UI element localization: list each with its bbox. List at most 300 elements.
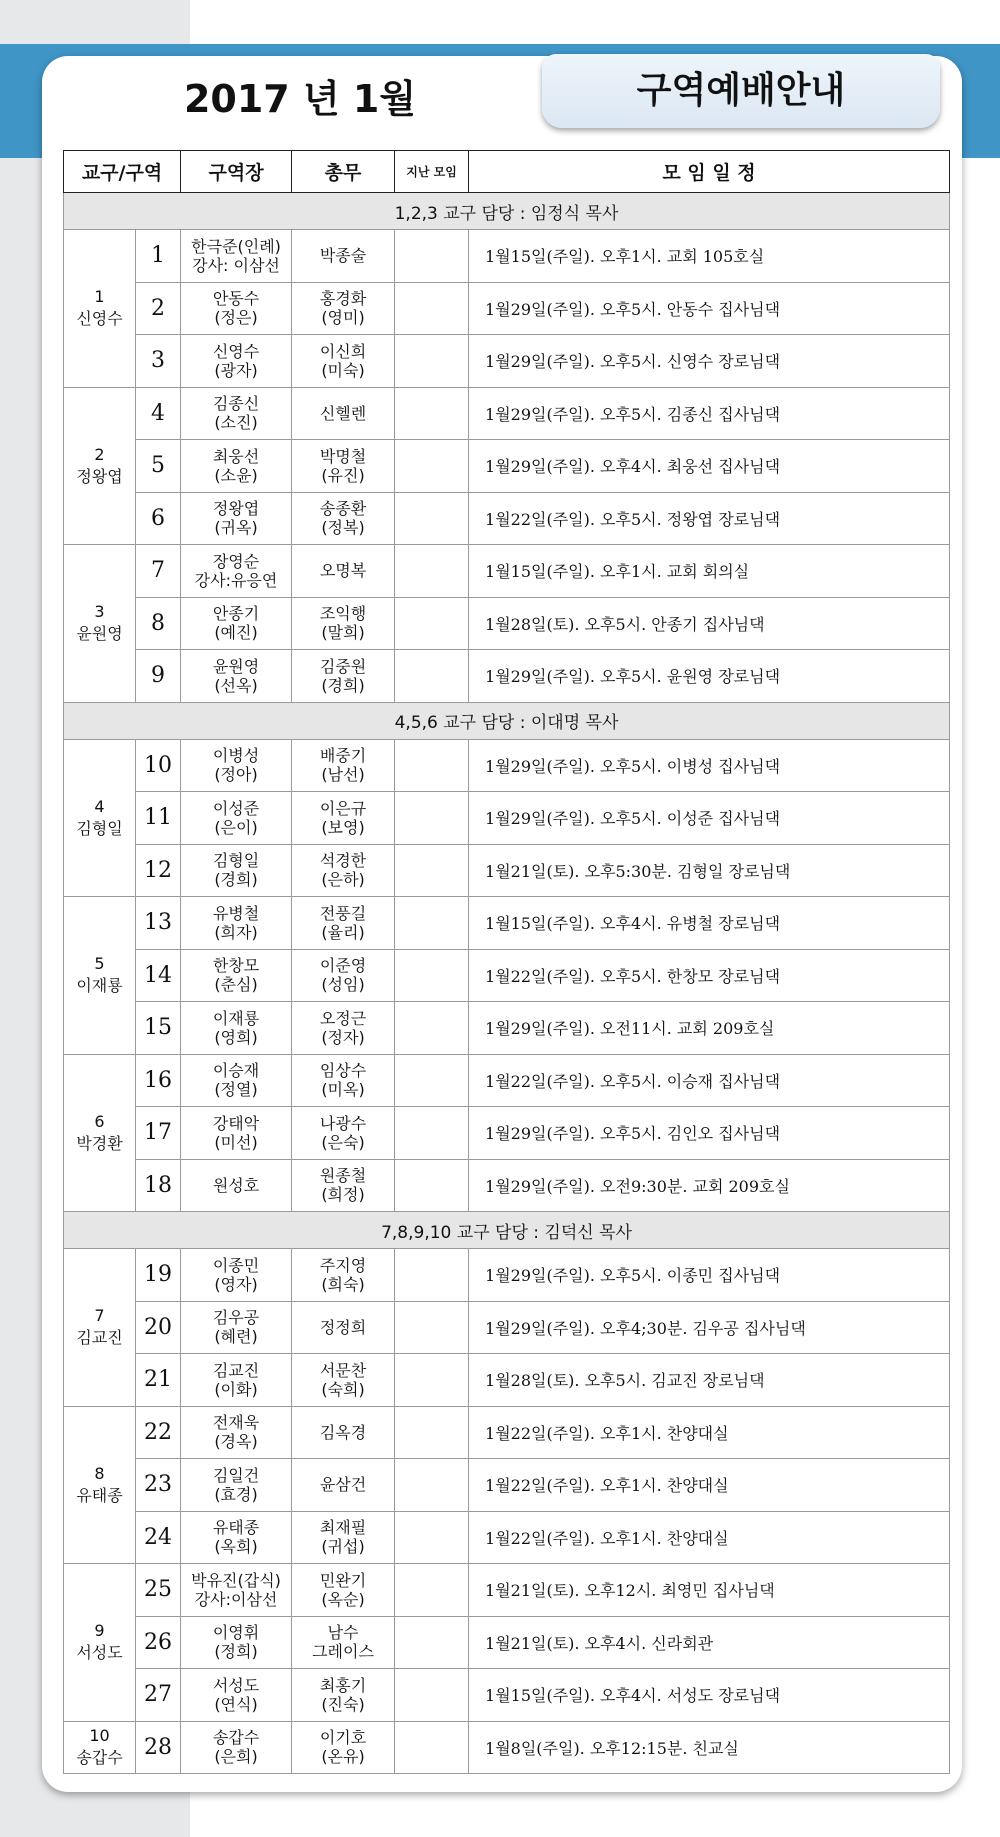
- leader-line: 한극준(인례): [191, 236, 281, 256]
- schedule-cell: 1월22일(주일). 오후1시. 찬양대실: [469, 1511, 950, 1564]
- leader-line: 안동수: [212, 289, 260, 309]
- secretary-line: (유진): [321, 465, 365, 485]
- secretary-cell: [292, 1054, 395, 1107]
- schedule-cell: 1월29일(주일). 오후4;30분. 김우공 집사님댁: [469, 1301, 950, 1354]
- section-row: [64, 702, 950, 739]
- last-meeting-cell: [395, 1406, 469, 1459]
- secretary-line: 김옥경: [319, 1422, 367, 1442]
- secretary-line: 이신희: [319, 341, 367, 361]
- leader-line: 이성준: [212, 798, 260, 818]
- secretary-line: (옥순): [321, 1589, 365, 1609]
- page-title: 2017 년 1월: [183, 77, 417, 121]
- last-meeting-cell: [395, 1054, 469, 1107]
- group-cell: [64, 1406, 136, 1564]
- leader-cell: [181, 335, 292, 388]
- table-row: [64, 440, 950, 493]
- secretary-cell: [292, 1511, 395, 1564]
- col-header-leader: 구역장: [181, 151, 292, 193]
- leader-line: 장영순: [212, 551, 260, 571]
- group-number: 8: [94, 1463, 105, 1483]
- table-row: [64, 597, 950, 650]
- leader-line: 한창모: [212, 956, 260, 976]
- leader-line: (은이): [214, 817, 258, 837]
- leader-line: 김교진: [212, 1360, 260, 1380]
- secretary-cell: [292, 1721, 395, 1774]
- section-label: 1,2,3 교구 담당 : 임정식 목사: [64, 193, 950, 230]
- secretary-line: (말희): [321, 623, 365, 643]
- leader-cell: [181, 1159, 292, 1212]
- table-row: [64, 1669, 950, 1722]
- group-number: 3: [94, 602, 105, 622]
- secretary-line: (은숙): [321, 1132, 365, 1152]
- leader-line: 유태종: [212, 1518, 260, 1538]
- schedule-cell: 1월29일(주일). 오후5시. 이병성 집사님댁: [469, 739, 950, 792]
- last-meeting-cell: [395, 1002, 469, 1055]
- secretary-cell: [292, 1159, 395, 1212]
- group-cell: [64, 230, 136, 388]
- group-cell: [64, 1054, 136, 1212]
- leader-line: 최웅선: [212, 446, 260, 466]
- col-header-last-meeting: 지난 모임: [395, 151, 469, 193]
- district-number: 20: [136, 1301, 181, 1354]
- secretary-line: (남선): [321, 765, 365, 785]
- last-meeting-cell: [395, 282, 469, 335]
- secretary-line: 그레이스: [312, 1642, 374, 1662]
- last-meeting-cell: [395, 1511, 469, 1564]
- last-meeting-cell: [395, 1107, 469, 1160]
- leader-line: (정희): [214, 1642, 258, 1662]
- secretary-line: (경희): [321, 675, 365, 695]
- col-header-schedule: 모 임 일 정: [469, 151, 950, 193]
- table-row: [64, 230, 950, 283]
- group-number: 9: [94, 1621, 105, 1641]
- district-number: 1: [136, 230, 181, 283]
- secretary-line: 박명철: [319, 446, 367, 466]
- group-number: 2: [94, 444, 105, 464]
- leader-line: 김일건: [212, 1465, 260, 1485]
- leader-cell: [181, 1459, 292, 1512]
- last-meeting-cell: [395, 440, 469, 493]
- leader-cell: [181, 949, 292, 1002]
- secretary-line: (귀섭): [321, 1537, 365, 1557]
- leader-line: (예진): [214, 623, 258, 643]
- leader-cell: [181, 1054, 292, 1107]
- table-row: [64, 897, 950, 950]
- leader-line: 김우공: [212, 1308, 260, 1328]
- secretary-cell: [292, 1249, 395, 1302]
- secretary-line: 나광수: [319, 1113, 367, 1133]
- last-meeting-cell: [395, 949, 469, 1002]
- table-row: [64, 949, 950, 1002]
- group-name: 정왕엽: [76, 466, 123, 486]
- district-number: 3: [136, 335, 181, 388]
- secretary-line: (온유): [321, 1747, 365, 1767]
- leader-line: 전재욱: [212, 1413, 260, 1433]
- leader-cell: [181, 1107, 292, 1160]
- table-row: [64, 1002, 950, 1055]
- group-name: 박경환: [76, 1133, 123, 1153]
- secretary-line: 배중기: [319, 746, 367, 766]
- leader-cell: [181, 844, 292, 897]
- col-header-secretary: 총무: [292, 151, 395, 193]
- group-name: 김교진: [76, 1328, 123, 1348]
- table-row: [64, 1511, 950, 1564]
- table-row: [64, 792, 950, 845]
- secretary-cell: [292, 1107, 395, 1160]
- schedule-table: [63, 150, 950, 1774]
- secretary-line: 윤삼건: [319, 1475, 367, 1495]
- leader-line: (경희): [214, 870, 258, 890]
- leader-line: 이종민: [212, 1255, 260, 1275]
- last-meeting-cell: [395, 597, 469, 650]
- last-meeting-cell: [395, 230, 469, 283]
- secretary-line: 이은규: [319, 798, 367, 818]
- table-row: [64, 1564, 950, 1617]
- district-number: 26: [136, 1616, 181, 1669]
- leader-line: (미선): [214, 1132, 258, 1152]
- schedule-cell: 1월29일(주일). 오후5시. 이성준 집사님댁: [469, 792, 950, 845]
- secretary-cell: [292, 230, 395, 283]
- last-meeting-cell: [395, 844, 469, 897]
- table-row: [64, 844, 950, 897]
- secretary-line: (성임): [321, 975, 365, 995]
- secretary-line: 이준영: [319, 956, 367, 976]
- table-row: [64, 1159, 950, 1212]
- group-cell: [64, 1721, 136, 1774]
- secretary-line: 조익행: [319, 604, 367, 624]
- secretary-cell: [292, 1002, 395, 1055]
- secretary-line: 주지영: [319, 1255, 367, 1275]
- schedule-cell: 1월15일(주일). 오후4시. 서성도 장로님댁: [469, 1669, 950, 1722]
- schedule-cell: 1월8일(주일). 오후12:15분. 친교실: [469, 1721, 950, 1774]
- leader-line: (소윤): [214, 465, 258, 485]
- group-name: 송갑수: [76, 1748, 123, 1768]
- schedule-cell: 1월22일(주일). 오후5시. 한창모 장로님댁: [469, 949, 950, 1002]
- district-number: 23: [136, 1459, 181, 1512]
- leader-cell: [181, 1564, 292, 1617]
- leader-cell: [181, 1669, 292, 1722]
- schedule-cell: 1월22일(주일). 오후5시. 정왕엽 장로님댁: [469, 492, 950, 545]
- leader-cell: [181, 897, 292, 950]
- table-header-row: [64, 151, 950, 193]
- last-meeting-cell: [395, 335, 469, 388]
- leader-cell: [181, 387, 292, 440]
- district-number: 15: [136, 1002, 181, 1055]
- table-row: [64, 1406, 950, 1459]
- secretary-cell: [292, 282, 395, 335]
- district-number: 9: [136, 650, 181, 703]
- leader-line: 이병성: [212, 746, 260, 766]
- secretary-line: (정자): [321, 1027, 365, 1047]
- secretary-cell: [292, 387, 395, 440]
- secretary-line: 박종술: [319, 246, 367, 266]
- table-row: [64, 387, 950, 440]
- leader-cell: [181, 1406, 292, 1459]
- district-number: 16: [136, 1054, 181, 1107]
- table-row: [64, 1721, 950, 1774]
- leader-line: 강사: 이삼선: [192, 255, 280, 275]
- group-name: 이재룡: [76, 976, 123, 996]
- district-number: 10: [136, 739, 181, 792]
- district-number: 6: [136, 492, 181, 545]
- leader-cell: [181, 1002, 292, 1055]
- secretary-line: 김중원: [319, 656, 367, 676]
- secretary-line: 오정근: [319, 1008, 367, 1028]
- last-meeting-cell: [395, 1616, 469, 1669]
- secretary-line: (숙희): [321, 1379, 365, 1399]
- last-meeting-cell: [395, 1669, 469, 1722]
- group-number: 1: [94, 287, 105, 307]
- table-row: [64, 545, 950, 598]
- leader-line: 유병철: [212, 903, 260, 923]
- leader-line: (정은): [214, 308, 258, 328]
- leader-cell: [181, 597, 292, 650]
- schedule-cell: 1월29일(주일). 오후4시. 최웅선 집사님댁: [469, 440, 950, 493]
- group-number: 6: [94, 1111, 105, 1131]
- leader-line: (귀옥): [214, 518, 258, 538]
- secretary-cell: [292, 650, 395, 703]
- leader-cell: [181, 1511, 292, 1564]
- leader-line: 강사:유응연: [194, 570, 278, 590]
- secretary-cell: [292, 1616, 395, 1669]
- title-tab: 구역예배안내: [542, 54, 940, 128]
- group-name: 신영수: [76, 309, 123, 329]
- secretary-line: 남수: [327, 1623, 359, 1643]
- group-name: 유태종: [76, 1485, 123, 1505]
- secretary-line: 전풍길: [319, 903, 367, 923]
- leader-line: (선옥): [214, 675, 258, 695]
- secretary-line: (정복): [321, 518, 365, 538]
- section-label: 4,5,6 교구 담당 : 이대명 목사: [64, 702, 950, 739]
- secretary-line: 홍경화: [319, 289, 367, 309]
- district-number: 2: [136, 282, 181, 335]
- schedule-cell: 1월21일(토). 오후12시. 최영민 집사님댁: [469, 1564, 950, 1617]
- group-number: 4: [94, 796, 105, 816]
- leader-line: 신영수: [212, 341, 260, 361]
- secretary-line: 최홍기: [319, 1675, 367, 1695]
- leader-cell: [181, 282, 292, 335]
- last-meeting-cell: [395, 650, 469, 703]
- leader-line: 김형일: [212, 851, 260, 871]
- table-row: [64, 335, 950, 388]
- schedule-cell: 1월29일(주일). 오후5시. 안동수 집사님댁: [469, 282, 950, 335]
- district-number: 13: [136, 897, 181, 950]
- leader-line: (영자): [214, 1274, 258, 1294]
- secretary-line: 신헬렌: [319, 403, 367, 423]
- leader-cell: [181, 1249, 292, 1302]
- district-number: 7: [136, 545, 181, 598]
- secretary-line: 석경한: [319, 851, 367, 871]
- leader-cell: [181, 792, 292, 845]
- secretary-cell: [292, 1301, 395, 1354]
- secretary-cell: [292, 335, 395, 388]
- schedule-cell: 1월29일(주일). 오후5시. 이종민 집사님댁: [469, 1249, 950, 1302]
- leader-line: 이영휘: [212, 1623, 260, 1643]
- secretary-cell: [292, 897, 395, 950]
- secretary-line: (희숙): [321, 1274, 365, 1294]
- section-label: 7,8,9,10 교구 담당 : 김덕신 목사: [64, 1212, 950, 1249]
- table-row: [64, 1249, 950, 1302]
- group-cell: [64, 739, 136, 897]
- secretary-cell: [292, 1459, 395, 1512]
- group-cell: [64, 387, 136, 545]
- schedule-cell: 1월28일(토). 오후5시. 김교진 장로님댁: [469, 1354, 950, 1407]
- secretary-line: (보영): [321, 817, 365, 837]
- leader-line: (광자): [214, 360, 258, 380]
- leader-line: 강사:이삼선: [194, 1589, 278, 1609]
- leader-line: 안종기: [212, 604, 260, 624]
- last-meeting-cell: [395, 897, 469, 950]
- district-number: 12: [136, 844, 181, 897]
- secretary-line: 정정희: [319, 1317, 367, 1337]
- secretary-cell: [292, 492, 395, 545]
- leader-line: (이화): [214, 1379, 258, 1399]
- leader-line: 김종신: [212, 394, 260, 414]
- leader-line: (혜련): [214, 1327, 258, 1347]
- group-name: 김형일: [76, 818, 123, 838]
- schedule-cell: 1월22일(주일). 오후1시. 찬양대실: [469, 1406, 950, 1459]
- district-number: 19: [136, 1249, 181, 1302]
- secretary-line: (영미): [321, 308, 365, 328]
- schedule-cell: 1월28일(토). 오후5시. 안종기 집사님댁: [469, 597, 950, 650]
- schedule-cell: 1월29일(주일). 오후5시. 김인오 집사님댁: [469, 1107, 950, 1160]
- schedule-cell: 1월15일(주일). 오후1시. 교회 회의실: [469, 545, 950, 598]
- leader-line: 송갑수: [212, 1728, 260, 1748]
- secretary-line: 최재필: [319, 1518, 367, 1538]
- leader-line: 이승재: [212, 1061, 260, 1081]
- last-meeting-cell: [395, 545, 469, 598]
- secretary-cell: [292, 739, 395, 792]
- schedule-cell: 1월22일(주일). 오후1시. 찬양대실: [469, 1459, 950, 1512]
- table-row: [64, 1354, 950, 1407]
- group-cell: [64, 1249, 136, 1407]
- table-row: [64, 282, 950, 335]
- secretary-cell: [292, 1406, 395, 1459]
- leader-line: (춘심): [214, 975, 258, 995]
- table-row: [64, 1054, 950, 1107]
- schedule-cell: 1월29일(주일). 오전9:30분. 교회 209호실: [469, 1159, 950, 1212]
- secretary-line: 서문찬: [319, 1360, 367, 1380]
- secretary-line: 임상수: [319, 1061, 367, 1081]
- secretary-line: 민완기: [319, 1570, 367, 1590]
- last-meeting-cell: [395, 1564, 469, 1617]
- leader-cell: [181, 1721, 292, 1774]
- table-row: [64, 1301, 950, 1354]
- leader-cell: [181, 1616, 292, 1669]
- secretary-line: 오명복: [319, 561, 367, 581]
- district-number: 4: [136, 387, 181, 440]
- secretary-cell: [292, 949, 395, 1002]
- district-number: 5: [136, 440, 181, 493]
- leader-cell: [181, 739, 292, 792]
- secretary-line: 송종환: [319, 499, 367, 519]
- section-row: [64, 193, 950, 230]
- group-name: 윤원영: [76, 624, 123, 644]
- schedule-cell: 1월21일(토). 오후5:30분. 김형일 장로님댁: [469, 844, 950, 897]
- secretary-line: (은하): [321, 870, 365, 890]
- leader-cell: [181, 230, 292, 283]
- district-number: 11: [136, 792, 181, 845]
- secretary-line: 이기호: [319, 1728, 367, 1748]
- district-number: 14: [136, 949, 181, 1002]
- district-number: 28: [136, 1721, 181, 1774]
- leader-cell: [181, 1354, 292, 1407]
- leader-line: 정왕엽: [212, 499, 260, 519]
- group-number: 5: [94, 954, 105, 974]
- district-number: 21: [136, 1354, 181, 1407]
- leader-line: 윤원영: [212, 656, 260, 676]
- leader-line: (옥희): [214, 1537, 258, 1557]
- district-number: 8: [136, 597, 181, 650]
- secretary-line: (희정): [321, 1185, 365, 1205]
- last-meeting-cell: [395, 792, 469, 845]
- group-cell: [64, 1564, 136, 1722]
- district-number: 24: [136, 1511, 181, 1564]
- table-body: [64, 193, 950, 1774]
- last-meeting-cell: [395, 1721, 469, 1774]
- secretary-cell: [292, 844, 395, 897]
- table-row: [64, 492, 950, 545]
- group-cell: [64, 545, 136, 703]
- secretary-cell: [292, 1354, 395, 1407]
- group-cell: [64, 897, 136, 1055]
- col-header-district: 교구/구역: [64, 151, 181, 193]
- leader-cell: [181, 440, 292, 493]
- secretary-cell: [292, 545, 395, 598]
- leader-line: 강태악: [212, 1113, 260, 1133]
- leader-cell: [181, 650, 292, 703]
- leader-line: (희자): [214, 922, 258, 942]
- group-name: 서성도: [76, 1643, 123, 1663]
- last-meeting-cell: [395, 739, 469, 792]
- leader-line: (연식): [214, 1694, 258, 1714]
- secretary-line: (진숙): [321, 1694, 365, 1714]
- leader-cell: [181, 492, 292, 545]
- secretary-line: (율리): [321, 922, 365, 942]
- secretary-cell: [292, 1669, 395, 1722]
- last-meeting-cell: [395, 387, 469, 440]
- table-row: [64, 650, 950, 703]
- leader-line: 박유진(갑식): [191, 1570, 281, 1590]
- last-meeting-cell: [395, 1301, 469, 1354]
- group-number: 10: [89, 1726, 110, 1746]
- district-number: 25: [136, 1564, 181, 1617]
- leader-cell: [181, 1301, 292, 1354]
- leader-line: (소진): [214, 413, 258, 433]
- schedule-cell: 1월29일(주일). 오후5시. 윤원영 장로님댁: [469, 650, 950, 703]
- secretary-cell: [292, 597, 395, 650]
- secretary-line: 원종철: [319, 1166, 367, 1186]
- district-number: 22: [136, 1406, 181, 1459]
- secretary-line: (미옥): [321, 1080, 365, 1100]
- schedule-cell: 1월22일(주일). 오후5시. 이승재 집사님댁: [469, 1054, 950, 1107]
- last-meeting-cell: [395, 1159, 469, 1212]
- last-meeting-cell: [395, 1354, 469, 1407]
- leader-line: (정아): [214, 765, 258, 785]
- leader-line: (은희): [214, 1747, 258, 1767]
- leader-line: 이재룡: [212, 1008, 260, 1028]
- section-row: [64, 1212, 950, 1249]
- group-number: 7: [94, 1306, 105, 1326]
- secretary-cell: [292, 1564, 395, 1617]
- table-row: [64, 1459, 950, 1512]
- leader-line: 원성호: [212, 1175, 260, 1195]
- secretary-cell: [292, 792, 395, 845]
- schedule-cell: 1월29일(주일). 오후5시. 신영수 장로님댁: [469, 335, 950, 388]
- secretary-cell: [292, 440, 395, 493]
- table-row: [64, 739, 950, 792]
- schedule-cell: 1월29일(주일). 오후5시. 김종신 집사님댁: [469, 387, 950, 440]
